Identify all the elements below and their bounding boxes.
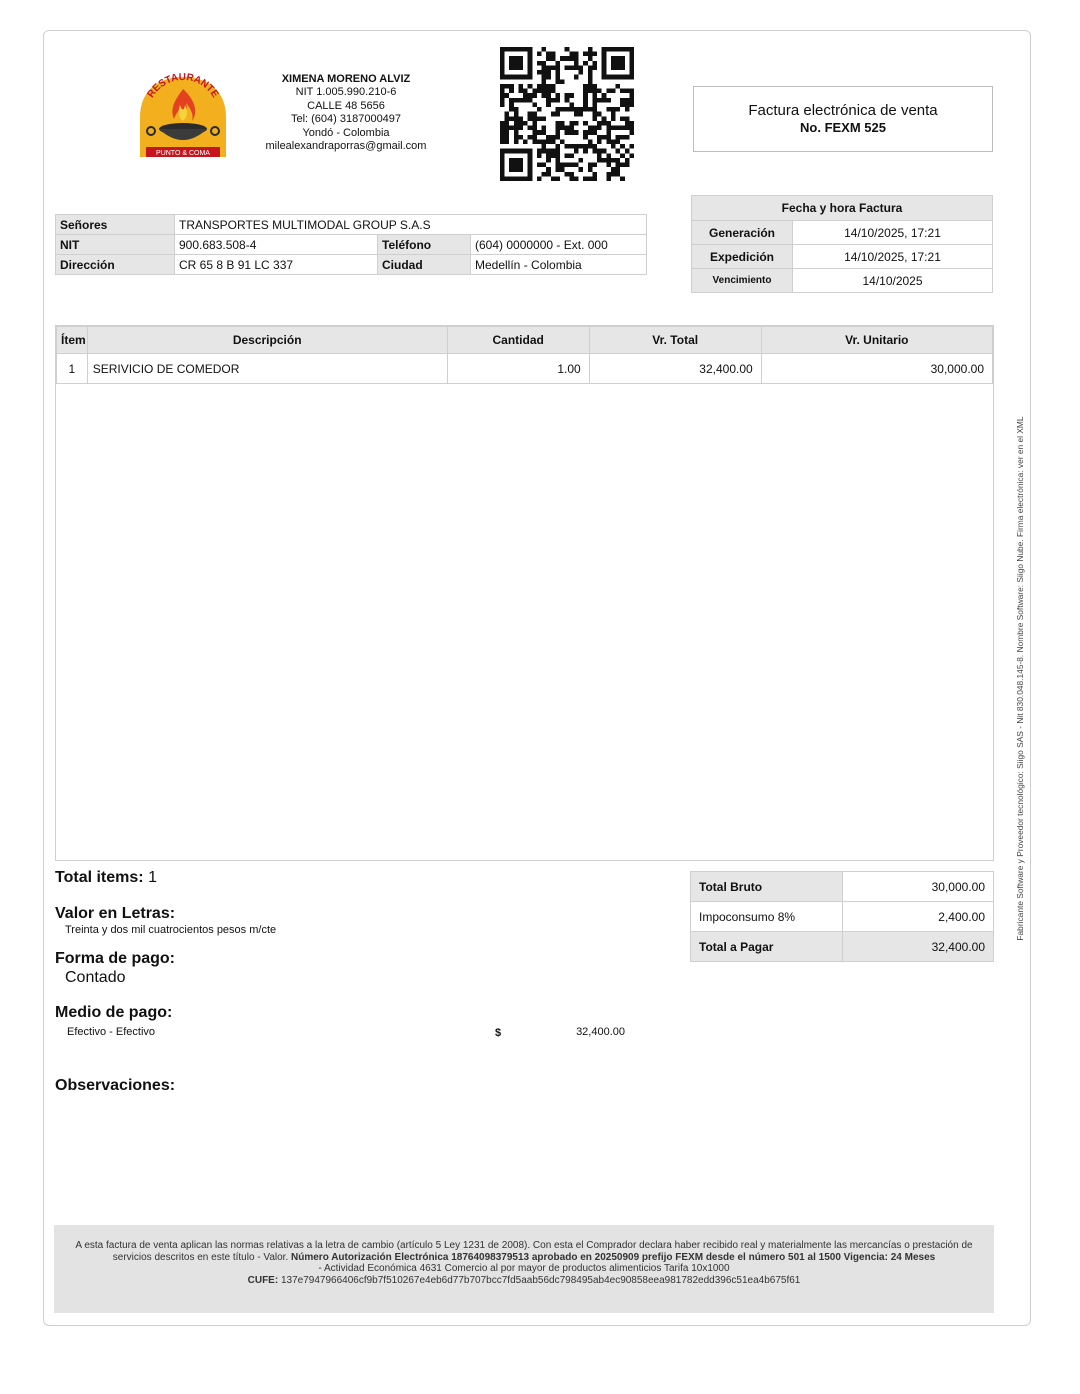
senores-label: Señores <box>56 215 175 235</box>
dates-header: Fecha y hora Factura <box>692 196 993 221</box>
issuer-address: CALLE 48 5656 <box>307 99 385 112</box>
col-cantidad: Cantidad <box>447 327 589 354</box>
cell-vr-unitario: 30,000.00 <box>761 354 992 384</box>
issuer-phone: Tel: (604) 3187000497 <box>290 113 402 126</box>
medio-pago-value: Efectivo - Efectivo <box>67 1026 156 1038</box>
table-row <box>57 354 993 384</box>
client-table <box>55 214 647 275</box>
qr-finder-pattern <box>502 151 530 179</box>
software-provider-text: Fabricante Software y Proveedor tecnológico: Siigo SAS - Nit 830.048.145-8. Nombre Software: Siigo Nube. Firma electrónica: ver en el XML <box>1015 416 1025 941</box>
city-label: Ciudad <box>378 255 471 275</box>
client-phone: (604) 0000000 - Ext. 000 <box>471 235 647 255</box>
total-items-label: Total items: <box>55 869 144 886</box>
phone-label: Teléfono <box>378 235 471 255</box>
document-type: Factura electrónica de venta <box>748 102 938 119</box>
dates-table <box>691 195 993 293</box>
issuer-email: milealexandraporras@gmail.com <box>265 140 427 153</box>
client-name: TRANSPORTES MULTIMODAL GROUP S.A.S <box>175 215 647 235</box>
address-label: Dirección <box>56 255 175 275</box>
cufe-value: 137e7947966406cf9b7f510267e4eb6d77b707bcc7fd5aab56dc798495ab4ec90858eea981782edd396c51ea4b675f61 <box>280 1274 801 1286</box>
authorization-text: Número Autorización Electrónica 18764098379513 aprobado en 20250909 prefijo FEXM desde el número 501 al 1500 Vigencia: 24 Meses <box>291 1251 936 1263</box>
issuer-info <box>234 73 458 153</box>
svg-text:RESTAURANTE: RESTAURANTE <box>145 71 221 100</box>
cell-cantidad: 1.00 <box>447 354 589 384</box>
impoconsumo-label: Impoconsumo 8% <box>691 902 843 932</box>
forma-pago-label: Forma de pago: <box>55 950 176 967</box>
col-item: Ítem <box>57 327 88 354</box>
total-items-value: 1 <box>148 869 157 886</box>
total-bruto-label: Total Bruto <box>691 872 843 902</box>
qr-code <box>500 47 634 181</box>
restaurant-logo <box>136 71 230 163</box>
vencimiento-value: 14/10/2025 <box>793 269 993 293</box>
svg-text:PUNTO & COMA: PUNTO & COMA <box>156 150 210 157</box>
legal-text: A esta factura de venta aplican las normas relativas a la letra de cambio (artículo 5 Ley 1231 de 2008). Con esta el Comprador declara haber recibido real y materialmente las mercancías o prestación de servicios descritos en este título - Valor. <box>75 1240 973 1263</box>
document-number: No. FEXM 525 <box>800 120 886 135</box>
client-nit: 900.683.508-4 <box>175 235 378 255</box>
software-provider-note <box>1014 386 1026 971</box>
total-pagar-value: 32,400.00 <box>843 932 994 962</box>
qr-finder-pattern <box>502 49 530 77</box>
observaciones-label: Observaciones: <box>55 1077 176 1094</box>
total-bruto-value: 30,000.00 <box>843 872 994 902</box>
issuer-nit: NIT 1.005.990.210-6 <box>295 86 397 99</box>
issuer-name: XIMENA MORENO ALVIZ <box>281 73 411 85</box>
nit-label: NIT <box>56 235 175 255</box>
valor-letras-label: Valor en Letras: <box>55 905 176 922</box>
client-city: Medellín - Colombia <box>471 255 647 275</box>
vencimiento-label: Vencimiento <box>692 269 793 293</box>
medio-pago-label: Medio de pago: <box>55 1004 173 1021</box>
invoice-page <box>43 30 1031 1326</box>
col-descripcion: Descripción <box>87 327 447 354</box>
impoconsumo-value: 2,400.00 <box>843 902 994 932</box>
cell-item: 1 <box>57 354 88 384</box>
cufe-label: CUFE: <box>247 1274 279 1286</box>
expedicion-value: 14/10/2025, 17:21 <box>793 245 993 269</box>
generacion-label: Generación <box>692 221 793 245</box>
cell-vr-total: 32,400.00 <box>589 354 761 384</box>
items-area <box>55 325 994 861</box>
cell-descripcion: SERIVICIO DE COMEDOR <box>87 354 447 384</box>
legal-footer <box>54 1225 994 1313</box>
valor-letras-value: Treinta y dos mil cuatrocientos pesos m/cte <box>65 924 277 936</box>
totals-table <box>690 871 994 962</box>
forma-pago-value: Contado <box>65 969 126 986</box>
activity-text: - Actividad Económica 4631 Comercio al por mayor de productos alimenticios Tarifa 10x1000 <box>318 1263 730 1275</box>
col-vr-unitario: Vr. Unitario <box>761 327 992 354</box>
total-items <box>55 869 157 887</box>
total-pagar-label: Total a Pagar <box>691 932 843 962</box>
client-address: CR 65 8 B 91 LC 337 <box>175 255 378 275</box>
medio-pago-amount: 32,400.00 <box>576 1026 625 1038</box>
generacion-value: 14/10/2025, 17:21 <box>793 221 993 245</box>
expedicion-label: Expedición <box>692 245 793 269</box>
col-vr-total: Vr. Total <box>589 327 761 354</box>
qr-finder-pattern <box>604 49 632 77</box>
medio-pago-currency: $ <box>495 1027 502 1039</box>
document-title-box <box>693 86 993 152</box>
items-table <box>56 326 993 384</box>
issuer-city: Yondó - Colombia <box>302 126 390 139</box>
